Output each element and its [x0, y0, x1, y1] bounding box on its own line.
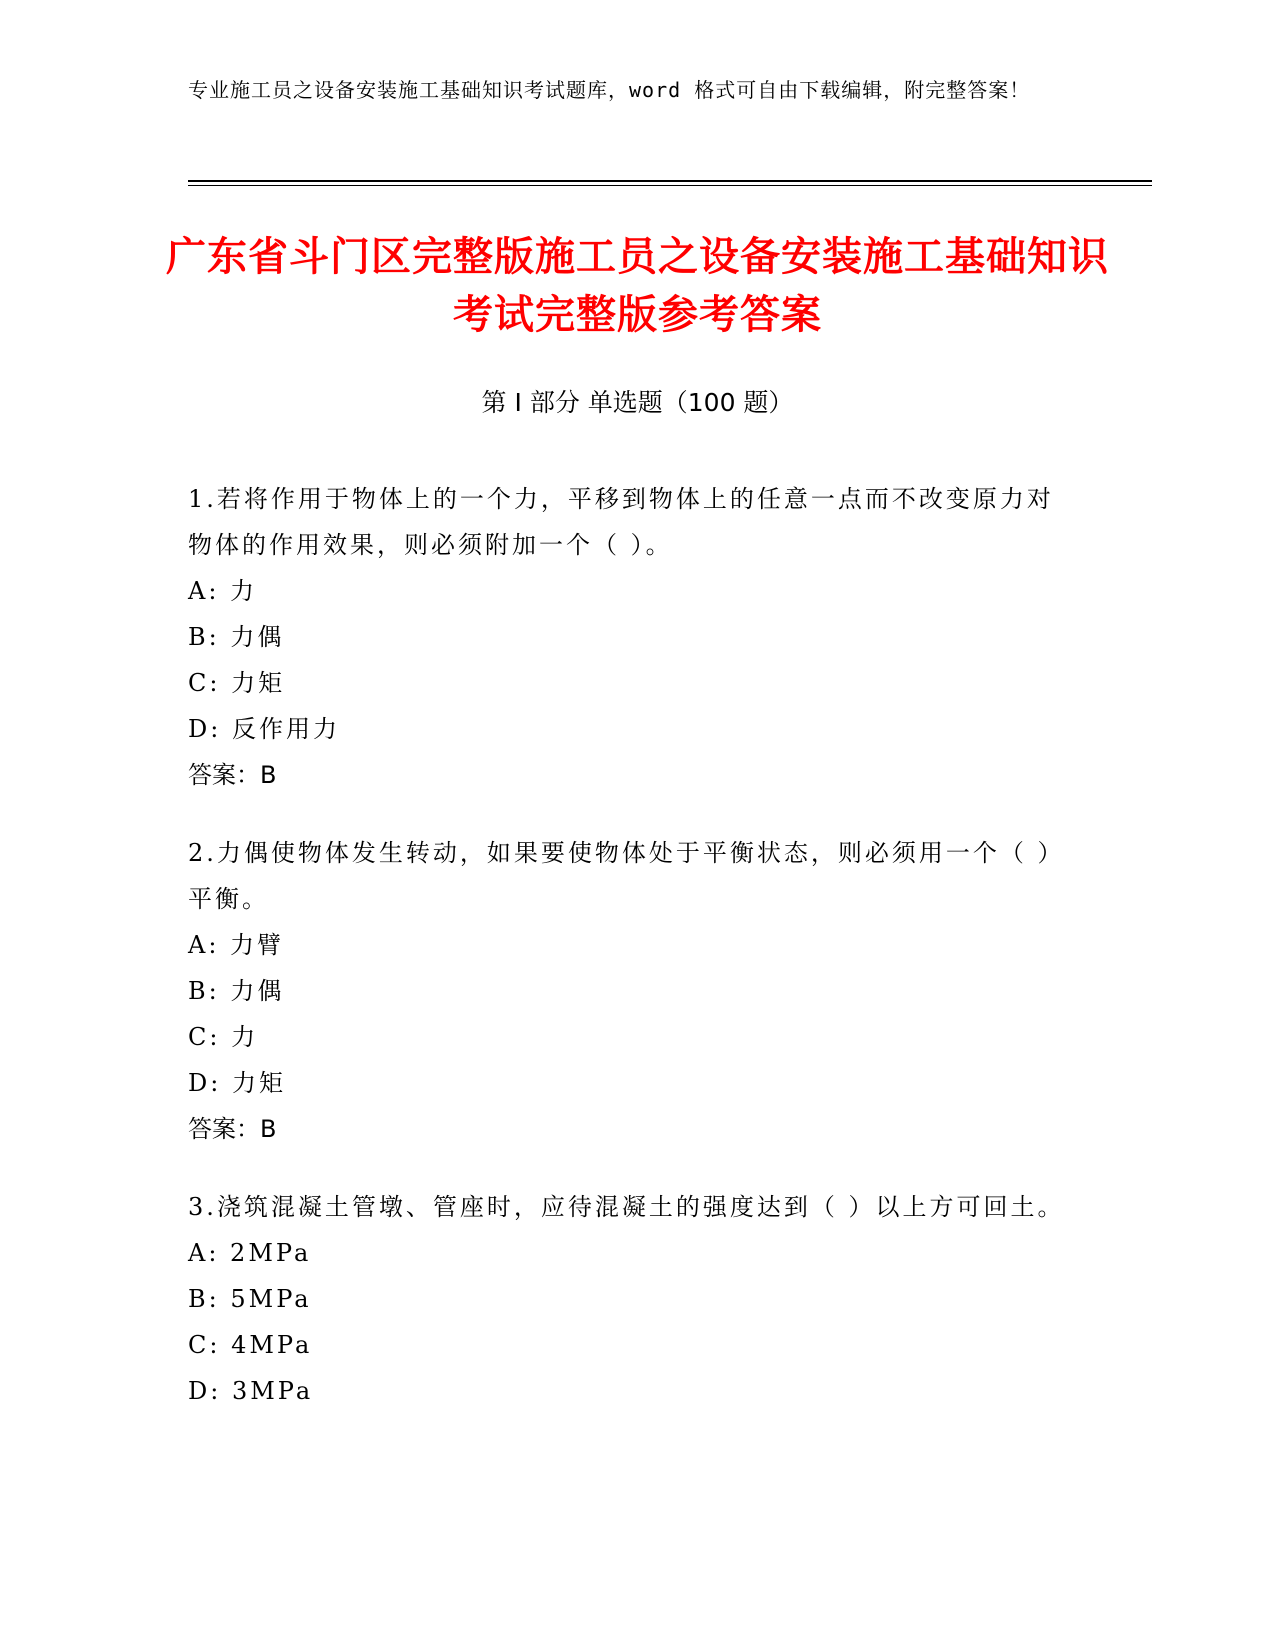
option-d: D: 3MPa	[188, 1377, 314, 1405]
question-1	[188, 476, 1068, 798]
question-3	[188, 1184, 1068, 1414]
option-c: C: 4MPa	[188, 1331, 313, 1359]
question-stem: 2.力偶使物体发生转动，如果要使物体处于平衡状态，则必须用一个（ ）平衡。	[188, 839, 1065, 913]
option-c: C: 力矩	[188, 669, 286, 697]
section-title: 第 I 部分 单选题（100 题）	[481, 388, 794, 417]
option-b: B: 力偶	[188, 977, 285, 1005]
option-a: A: 力	[188, 577, 258, 605]
header-divider-thick	[188, 180, 1152, 182]
option-a: A: 力臂	[188, 931, 285, 959]
header-note: 专业施工员之设备安装施工基础知识考试题库，word 格式可自由下载编辑，附完整答案！	[188, 78, 1031, 102]
option-d: D: 反作用力	[188, 715, 340, 743]
option-b: B: 5MPa	[188, 1285, 312, 1313]
option-d: D: 力矩	[188, 1069, 286, 1097]
question-list	[188, 476, 1068, 1446]
question-stem: 1.若将作用于物体上的一个力，平移到物体上的任意一点而不改变原力对物体的作用效果，则必须附加一个（ ）。	[188, 485, 1054, 559]
option-a: A: 2MPa	[188, 1239, 312, 1267]
option-c: C: 力	[188, 1023, 259, 1051]
answer: 答案：B	[188, 1115, 277, 1143]
header-divider-thin	[188, 185, 1152, 186]
question-2	[188, 830, 1068, 1152]
answer: 答案：B	[188, 761, 277, 789]
question-stem: 3.浇筑混凝土管墩、管座时，应待混凝土的强度达到（ ）以上方可回土。	[188, 1193, 1065, 1221]
document-title: 广东省斗门区完整版施工员之设备安装施工基础知识考试完整版参考答案	[166, 234, 1109, 338]
option-b: B: 力偶	[188, 623, 285, 651]
